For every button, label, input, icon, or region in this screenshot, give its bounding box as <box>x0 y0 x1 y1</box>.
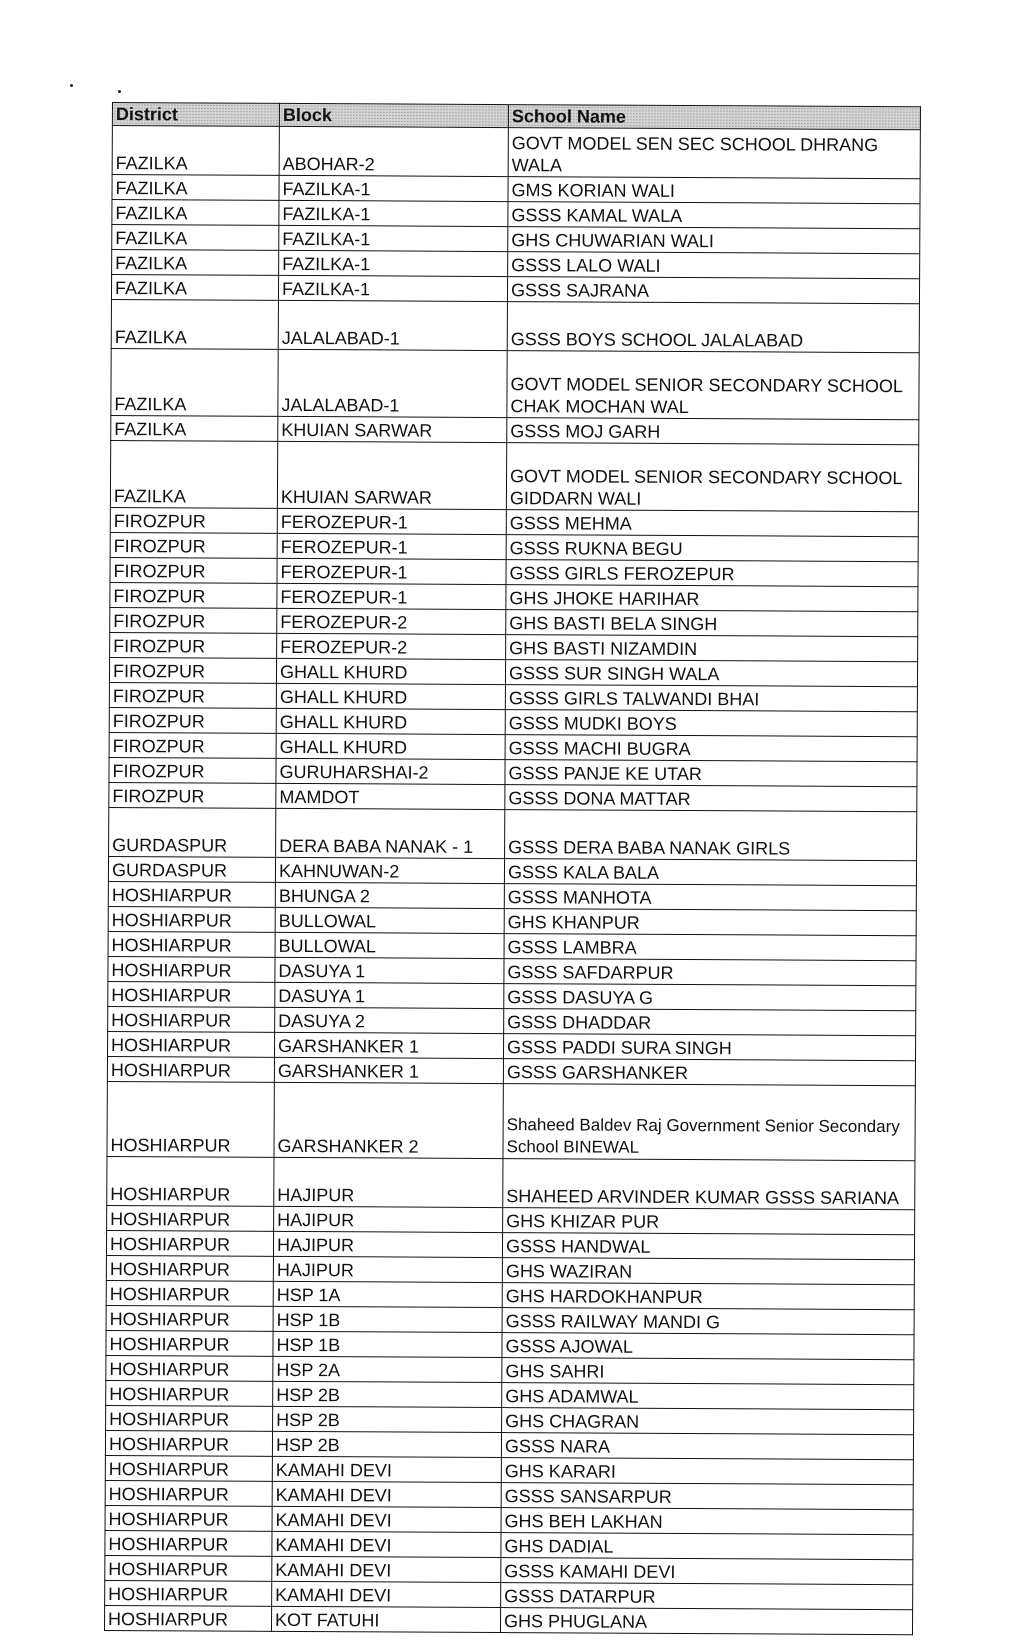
school-name-cell: GSSS MOJ GARH <box>507 418 919 445</box>
table-row <box>109 807 917 860</box>
table-row <box>112 126 920 179</box>
district-cell: HOSHIARPUR <box>107 1056 274 1082</box>
table-row <box>107 1081 915 1160</box>
block-cell: DASUYA 1 <box>275 982 504 1008</box>
school-name-cell: GSSS PADDI SURA SINGH <box>503 1034 915 1061</box>
table-row <box>107 1156 915 1209</box>
block-cell: KOT FATUHI <box>271 1606 500 1632</box>
block-cell: KHUIAN SARWAR <box>278 416 507 442</box>
district-cell: HOSHIARPUR <box>107 1081 274 1157</box>
district-cell: HOSHIARPUR <box>105 1555 272 1581</box>
block-cell: GHALL KHURD <box>276 658 505 684</box>
block-cell: DERA BABA NANAK - 1 <box>276 808 505 858</box>
school-name-cell: GSSS SANSARPUR <box>501 1483 913 1510</box>
school-name-cell: SHAHEED ARVINDER KUMAR GSSS SARIANA <box>503 1159 915 1210</box>
block-cell: KAMAHI DEVI <box>272 1531 501 1557</box>
block-cell: FEROZEPUR-1 <box>277 533 506 559</box>
district-cell: HOSHIARPUR <box>105 1505 272 1531</box>
school-name-column-header: School Name <box>508 105 920 130</box>
block-cell: BULLOWAL <box>275 932 504 958</box>
school-name-cell: GSSS DHADDAR <box>504 1009 916 1036</box>
table-row <box>108 981 916 1010</box>
district-cell: FIROZPUR <box>109 757 276 783</box>
block-cell: HSP 2B <box>272 1431 501 1457</box>
table-row <box>108 956 916 985</box>
table-row <box>106 1305 914 1334</box>
school-name-cell: GHS ADAMWAL <box>502 1383 914 1410</box>
school-name-cell: GOVT MODEL SEN SEC SCHOOL DHRANG WALA <box>508 128 920 179</box>
district-cell: HOSHIARPUR <box>108 981 275 1007</box>
block-cell: GARSHANKER 1 <box>274 1032 503 1058</box>
district-cell: HOSHIARPUR <box>105 1430 272 1456</box>
table-row <box>106 1405 914 1434</box>
school-name-cell: GHS CHUWARIAN WALI <box>508 227 920 254</box>
district-cell: FIROZPUR <box>109 732 276 758</box>
school-name-cell: GHS KHANPUR <box>504 909 916 936</box>
block-cell: DASUYA 2 <box>275 1007 504 1033</box>
block-cell: JALALABAD-1 <box>278 349 507 417</box>
table-row <box>106 1255 914 1284</box>
district-cell: HOSHIARPUR <box>106 1355 273 1381</box>
district-cell: HOSHIARPUR <box>105 1455 272 1481</box>
district-cell: FAZILKA <box>110 440 277 508</box>
table-row <box>108 1006 916 1035</box>
school-name-cell: GMS KORIAN WALI <box>508 177 920 204</box>
block-cell: DASUYA 1 <box>275 957 504 983</box>
block-cell: FAZILKA-1 <box>279 175 508 201</box>
school-name-cell: GSSS MEHMA <box>506 510 918 537</box>
school-name-cell: GSSS GARSHANKER <box>503 1059 915 1086</box>
district-cell: FAZILKA <box>112 126 279 176</box>
district-cell: HOSHIARPUR <box>107 1205 274 1231</box>
school-name-cell: GSSS NARA <box>501 1433 913 1460</box>
block-cell: BHUNGA 2 <box>275 882 504 908</box>
school-name-cell: GSSS RAILWAY MANDI G <box>502 1308 914 1335</box>
table-row <box>106 1230 914 1259</box>
block-cell: FEROZEPUR-1 <box>277 583 506 609</box>
table-row <box>107 1205 915 1234</box>
block-column-header: Block <box>279 103 508 127</box>
district-cell: HOSHIARPUR <box>106 1405 273 1431</box>
school-name-cell: GHS HARDOKHANPUR <box>502 1283 914 1310</box>
district-cell: FAZILKA <box>112 200 279 226</box>
block-cell: KHUIAN SARWAR <box>277 441 506 509</box>
table-row <box>105 1505 913 1534</box>
scan-speck <box>70 84 73 87</box>
table-row <box>105 1530 913 1559</box>
school-name-cell: GHS BEH LAKHAN <box>501 1508 913 1535</box>
school-name-cell: GOVT MODEL SENIOR SECONDARY SCHOOL CHAK MOCHAN WAL <box>507 351 919 420</box>
table-body <box>104 126 920 1635</box>
block-cell: MAMDOT <box>276 783 505 809</box>
school-name-cell: GSSS AJOWAL <box>502 1333 914 1360</box>
district-cell: FAZILKA <box>112 225 279 251</box>
school-name-cell: GSSS MANHOTA <box>504 884 916 911</box>
district-cell: HOSHIARPUR <box>108 931 275 957</box>
table-row <box>108 906 916 935</box>
district-cell: FIROZPUR <box>110 557 277 583</box>
school-name-cell: GSSS GIRLS TALWANDI BHAI <box>505 685 917 712</box>
block-cell: FEROZEPUR-2 <box>277 608 506 634</box>
scan-speck <box>118 90 121 93</box>
district-column-header: District <box>112 103 279 127</box>
district-cell: GURDASPUR <box>108 856 275 882</box>
table-row <box>107 1056 915 1085</box>
district-cell: HOSHIARPUR <box>108 1031 275 1057</box>
block-cell: HSP 1B <box>273 1331 502 1357</box>
block-cell: JALALABAD-1 <box>278 300 507 350</box>
block-cell: GHALL KHURD <box>276 683 505 709</box>
district-cell: FIROZPUR <box>110 532 277 558</box>
block-cell: HSP 2A <box>273 1356 502 1382</box>
district-cell: HOSHIARPUR <box>106 1255 273 1281</box>
school-name-cell: GHS BASTI BELA SINGH <box>506 610 918 637</box>
block-cell: FAZILKA-1 <box>279 200 508 226</box>
district-cell: FAZILKA <box>112 250 279 276</box>
district-cell: HOSHIARPUR <box>106 1380 273 1406</box>
table-row <box>108 931 916 960</box>
school-name-cell: GHS JHOKE HARIHAR <box>506 585 918 612</box>
block-cell: FEROZEPUR-1 <box>277 558 506 584</box>
table-row <box>110 440 918 511</box>
block-cell: GURUHARSHAI-2 <box>276 758 505 784</box>
table-row <box>111 299 919 352</box>
table-row <box>105 1555 913 1584</box>
school-name-cell: GHS SAHRI <box>502 1358 914 1385</box>
school-name-cell: GSSS HANDWAL <box>502 1233 914 1260</box>
district-cell: FAZILKA <box>111 275 278 301</box>
school-name-cell: GSSS KAMAHI DEVI <box>501 1558 913 1585</box>
school-name-cell: GHS KHIZAR PUR <box>503 1208 915 1235</box>
block-cell: FEROZEPUR-2 <box>277 633 506 659</box>
district-cell: GURDASPUR <box>109 807 276 857</box>
table-row <box>106 1330 914 1359</box>
school-name-cell: GSSS KAMAL WALA <box>508 202 920 229</box>
school-name-cell: GHS KARARI <box>501 1458 913 1485</box>
block-cell: KAMAHI DEVI <box>272 1506 501 1532</box>
block-cell: HSP 1A <box>273 1281 502 1307</box>
school-name-cell: GSSS MACHI BUGRA <box>505 735 917 762</box>
block-cell: GARSHANKER 2 <box>274 1082 503 1158</box>
school-name-cell: GSSS DONA MATTAR <box>505 785 917 812</box>
district-cell: FIROZPUR <box>109 657 276 683</box>
district-cell: FAZILKA <box>111 348 278 416</box>
school-name-cell: GHS CHAGRAN <box>502 1408 914 1435</box>
school-name-cell: GSSS GIRLS FEROZEPUR <box>506 560 918 587</box>
block-cell: HAJIPUR <box>273 1256 502 1282</box>
table-row <box>104 1605 912 1634</box>
school-name-cell: GHS BASTI NIZAMDIN <box>506 635 918 662</box>
district-cell: HOSHIARPUR <box>107 1156 274 1206</box>
district-cell: FAZILKA <box>112 175 279 201</box>
district-cell: HOSHIARPUR <box>108 956 275 982</box>
block-cell: KAHNUWAN-2 <box>275 857 504 883</box>
school-list-page <box>104 102 920 1635</box>
district-cell: FAZILKA <box>111 415 278 441</box>
table-row <box>106 1355 914 1384</box>
block-cell: GHALL KHURD <box>276 708 505 734</box>
school-name-cell: GSSS SAFDARPUR <box>504 959 916 986</box>
block-cell: GHALL KHURD <box>276 733 505 759</box>
district-cell: FIROZPUR <box>109 682 276 708</box>
district-cell: HOSHIARPUR <box>105 1580 272 1606</box>
table-row <box>105 1580 913 1609</box>
block-cell: HAJIPUR <box>274 1206 503 1232</box>
district-cell: HOSHIARPUR <box>106 1305 273 1331</box>
school-name-cell: GSSS MUDKI BOYS <box>505 710 917 737</box>
table-row <box>108 1031 916 1060</box>
school-name-cell: GHS PHUGLANA <box>500 1608 912 1635</box>
school-name-cell: GSSS LALO WALI <box>508 252 920 279</box>
block-cell: ABOHAR-2 <box>279 126 508 176</box>
district-cell: FIROZPUR <box>110 582 277 608</box>
district-cell: HOSHIARPUR <box>104 1605 271 1631</box>
block-cell: BULLOWAL <box>275 907 504 933</box>
school-name-cell: Shaheed Baldev Raj Government Senior Secondary School BINEWAL <box>503 1084 915 1161</box>
district-cell: HOSHIARPUR <box>106 1280 273 1306</box>
block-cell: KAMAHI DEVI <box>272 1481 501 1507</box>
table-row <box>111 348 919 419</box>
block-cell: HAJIPUR <box>273 1231 502 1257</box>
school-name-cell: GSSS DERA BABA NANAK GIRLS <box>505 810 917 861</box>
block-cell: KAMAHI DEVI <box>272 1581 501 1607</box>
school-name-cell: GHS WAZIRAN <box>502 1258 914 1285</box>
district-cell: FIROZPUR <box>109 782 276 808</box>
district-cell: FIROZPUR <box>110 632 277 658</box>
school-name-cell: GSSS BOYS SCHOOL JALALABAD <box>507 302 919 353</box>
district-cell: HOSHIARPUR <box>108 1006 275 1032</box>
school-name-cell: GSSS DASUYA G <box>504 984 916 1011</box>
district-cell: FIROZPUR <box>109 707 276 733</box>
district-cell: FIROZPUR <box>110 607 277 633</box>
school-name-cell: GSSS LAMBRA <box>504 934 916 961</box>
table-row <box>108 881 916 910</box>
table-row <box>105 1455 913 1484</box>
block-cell: HSP 1B <box>273 1306 502 1332</box>
school-name-cell: GSSS DATARPUR <box>501 1583 913 1610</box>
school-name-cell: GSSS SAJRANA <box>507 277 919 304</box>
block-cell: FAZILKA-1 <box>278 275 507 301</box>
school-name-cell: GSSS SUR SINGH WALA <box>505 660 917 687</box>
block-cell: FAZILKA-1 <box>279 225 508 251</box>
district-cell: HOSHIARPUR <box>106 1330 273 1356</box>
school-name-cell: GSSS KALA BALA <box>504 859 916 886</box>
table-row <box>106 1280 914 1309</box>
block-cell: FAZILKA-1 <box>279 250 508 276</box>
district-cell: HOSHIARPUR <box>108 906 275 932</box>
school-name-cell: GOVT MODEL SENIOR SECONDARY SCHOOL GIDDARN WALI <box>506 443 918 512</box>
block-cell: HAJIPUR <box>274 1157 503 1207</box>
school-table <box>104 102 921 1635</box>
district-cell: HOSHIARPUR <box>108 881 275 907</box>
block-cell: KAMAHI DEVI <box>272 1456 501 1482</box>
school-name-cell: GSSS PANJE KE UTAR <box>505 760 917 787</box>
block-cell: KAMAHI DEVI <box>272 1556 501 1582</box>
district-cell: HOSHIARPUR <box>105 1530 272 1556</box>
school-name-cell: GSSS RUKNA BEGU <box>506 535 918 562</box>
district-cell: FIROZPUR <box>110 507 277 533</box>
block-cell: GARSHANKER 1 <box>274 1057 503 1083</box>
table-row <box>106 1380 914 1409</box>
table-row <box>105 1430 913 1459</box>
district-cell: FAZILKA <box>111 299 278 349</box>
block-cell: FEROZEPUR-1 <box>277 508 506 534</box>
district-cell: HOSHIARPUR <box>106 1230 273 1256</box>
block-cell: HSP 2B <box>273 1381 502 1407</box>
table-row <box>105 1480 913 1509</box>
school-name-cell: GHS DADIAL <box>501 1533 913 1560</box>
district-cell: HOSHIARPUR <box>105 1480 272 1506</box>
block-cell: HSP 2B <box>273 1406 502 1432</box>
